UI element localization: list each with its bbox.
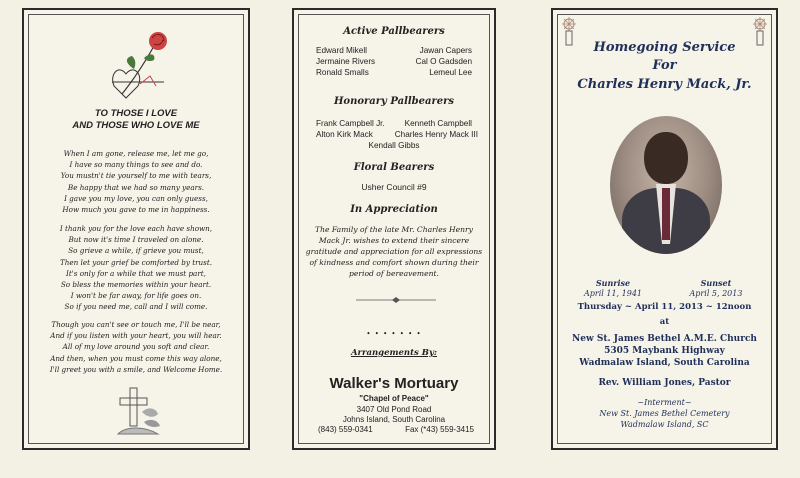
deceased-name: Charles Henry Mack, Jr. xyxy=(577,77,752,92)
interment-label: ~Interment~ xyxy=(637,398,692,407)
service-title-for: For xyxy=(652,58,677,73)
service-date-time: Thursday ~ April 11, 2013 ~ 12noon xyxy=(577,302,752,312)
poem-stanza-1: When I am gone, release me, let me go, I have so many things to see and do. You mustn't tie yourself to me with tears, Be happy that we had so many years. I gave you my love, you can only guess, How much you gave to me in happiness. xyxy=(60,149,212,215)
cemetery-name: New St. James Bethel Cemetery xyxy=(599,409,730,418)
poem-stanza-2: I thank you for the love each have shown, But now it's time I traveled on alone. So grieve a while, if grieve you must, Then let your grief be comforted by trust. It's only for a while that we must part, So bless the memories within your heart. I won't be far away, for life goes on. So if you need me, call and I will come. xyxy=(59,224,213,312)
mortuary-fax: Fax (*43) 559-3415 xyxy=(405,425,474,434)
honorary-pallbearer-name: Kenneth Campbell xyxy=(404,119,472,128)
divider-dots: • • • • • • • xyxy=(366,330,422,338)
cross-icon xyxy=(114,382,164,440)
honorary-pallbearer-name: Kendall Gibbs xyxy=(368,141,420,150)
poem-heading: TO THOSE I LOVE AND THOSE WHO LOVE ME xyxy=(72,108,200,131)
arrangements-label: Arrangements By: xyxy=(350,348,438,358)
cover-panel xyxy=(551,8,778,450)
mortuary-name: Walker's Mortuary xyxy=(329,375,459,392)
sunrise-date: April 11, 1941 xyxy=(583,289,642,298)
floral-bearers-text: Usher Council #9 xyxy=(361,182,427,192)
mortuary-address: 3407 Old Pond Road xyxy=(356,405,432,414)
church-city: Wadmalaw Island, South Carolina xyxy=(579,358,750,368)
mortuary-city: Johns Island, South Carolina xyxy=(342,415,446,424)
honorary-pallbearer-name: Charles Henry Mack III xyxy=(394,130,478,139)
church-street: 5305 Maybank Highway xyxy=(604,346,725,356)
poem-stanza-3: Though you can't see or touch me, I'll be near, And if you listen with your heart, you will hear. All of my love around you soft and clear. And then, when you must come this way alone, I'll greet you with a smile, and Welcome Home. xyxy=(49,320,223,374)
honorary-pallbearer-name: Frank Campbell Jr. xyxy=(316,119,385,128)
church-name: New St. James Bethel A.M.E. Church xyxy=(572,334,757,344)
mortuary-chapel: "Chapel of Peace" xyxy=(359,394,429,403)
divider-ornament xyxy=(356,296,436,304)
appreciation-heading: In Appreciation xyxy=(350,204,438,215)
poem-panel xyxy=(22,8,250,450)
rose-heart-illustration xyxy=(104,24,184,102)
active-pallbearers-list-2: Jawan Capers Cal O Gadsden Lemeul Lee xyxy=(415,46,472,77)
portrait-photo xyxy=(610,116,722,254)
at-label: at xyxy=(659,317,670,327)
cemetery-city: Wadmalaw Island, SC xyxy=(620,420,709,429)
appreciation-text: The Family of the late Mr. Charles Henry Mack Jr. wishes to extend their sincere gratitude and appreciation for all expressions of kindness and comfort shown during their period of bereavement. xyxy=(305,225,483,278)
honorary-pallbearers-heading: Honorary Pallbearers xyxy=(333,96,455,107)
pastor-name: Rev. William Jones, Pastor xyxy=(598,378,731,388)
program-details-panel xyxy=(292,8,496,450)
active-pallbearers-heading: Active Pallbearers xyxy=(343,26,445,37)
mortuary-phone: (843) 559-0341 xyxy=(318,425,373,434)
sunrise-label: Sunrise xyxy=(595,278,631,288)
sunset-label: Sunset xyxy=(700,278,732,288)
sunset-date: April 5, 2013 xyxy=(689,289,743,298)
active-pallbearers-list-1: Edward Mikell Jermaine Rivers Ronald Smalls xyxy=(316,46,376,77)
floral-bearers-heading: Floral Bearers xyxy=(353,162,435,173)
service-title: Homegoing Service xyxy=(593,40,736,55)
honorary-pallbearer-name: Alton Kirk Mack xyxy=(316,130,373,139)
